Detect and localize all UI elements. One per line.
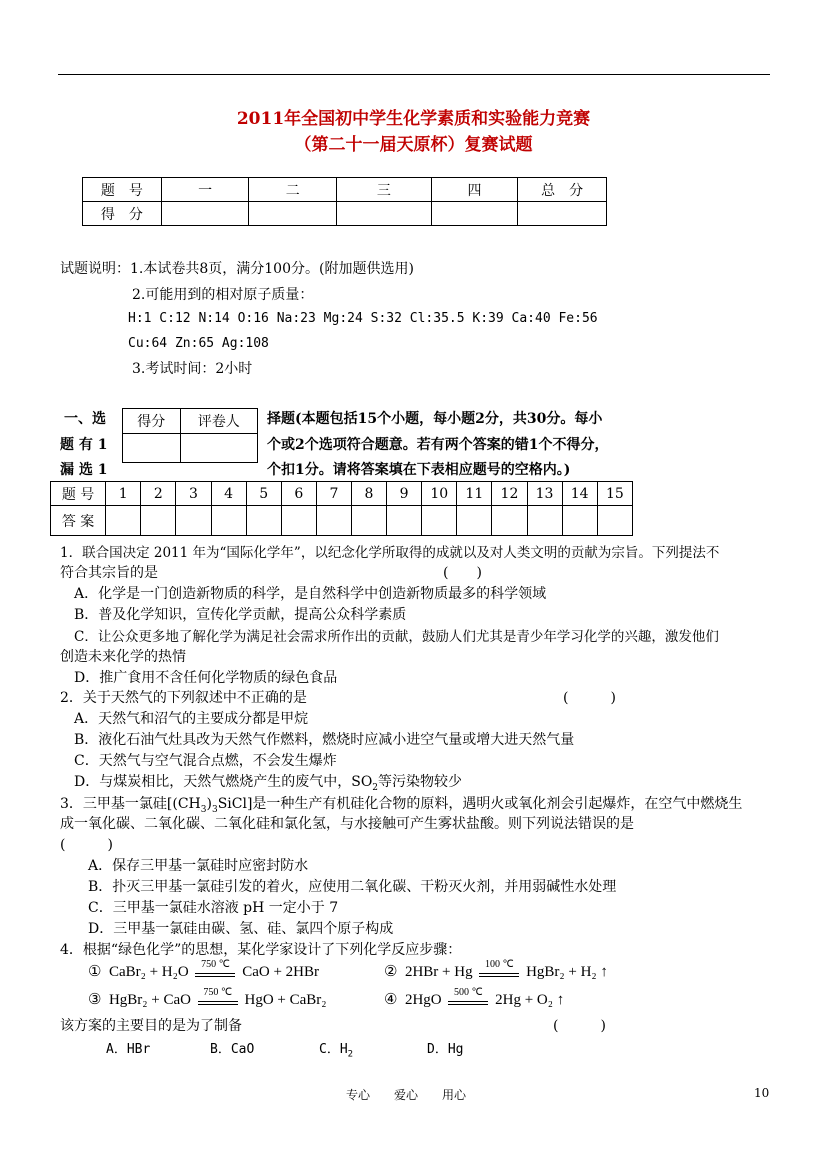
q1-option-c-line1: C．让公众更多地了解化学为满足社会需求所作出的贡献，鼓励人们尤其是青少年学习化学的兴趣，激发他们 <box>74 629 719 645</box>
answer-number: 5 <box>246 482 281 506</box>
section1-left3: 漏 选 1 <box>60 462 108 478</box>
q4-equation-3 <box>88 986 327 1009</box>
answer-number: 4 <box>211 482 246 506</box>
footer-motto: 专心 爱心 用心 <box>346 1088 467 1102</box>
q2-stem: 2．关于天然气的下列叙述中不正确的是 <box>60 690 307 706</box>
q2-option-d-sub: 2 <box>372 782 379 793</box>
q4-purpose-line: 该方案的主要目的是为了制备 <box>60 1018 242 1034</box>
q2-option-b: B．液化石油气灶具改为天然气作燃料，燃烧时应减小进空气量或增大进天然气量 <box>74 732 575 748</box>
q1-answer-paren: ( ) <box>443 565 482 581</box>
atomic-masses-line2: Cu:64 Zn:65 Ag:108 <box>128 336 269 351</box>
instructions-line1: 试题说明：1.本试卷共8页，满分100分。(附加题供选用) <box>60 261 414 277</box>
section1-right1: 择题(本题包括15个小题，每小题2分，共30分。每小 <box>267 411 603 427</box>
q4-eq2-condition: 100 ℃ <box>484 958 514 970</box>
q4-answer-paren: ( ) <box>553 1018 606 1034</box>
answer-number: 13 <box>527 482 562 506</box>
q4-eq3-arrow <box>198 986 238 1007</box>
answer-cell[interactable] <box>106 506 141 536</box>
answer-cell[interactable] <box>281 506 316 536</box>
grader-box <box>122 408 258 463</box>
answer-row-label: 答 案 <box>51 506 106 536</box>
page-subtitle: （第二十一届天原杯）复赛试题 <box>294 135 533 155</box>
answer-table <box>50 481 633 536</box>
score-table <box>82 177 607 226</box>
score-header-cell: 题 号 <box>83 178 162 202</box>
q2-option-a: A．天然气和沼气的主要成分都是甲烷 <box>74 711 309 727</box>
q3-option-c: C．三甲基一氯硅水溶液 pH 一定小于 7 <box>88 900 339 916</box>
q4-option-c-sub: 2 <box>347 1049 354 1060</box>
q3-stem-line2: 成一氧化碳、二氧化碳、二氧化硅和氯化氢，与水接触可产生雾状盐酸。则下列说法错误的是 <box>60 816 634 832</box>
header-rule <box>58 74 770 75</box>
instructions-line2: 2.可能用到的相对原子质量： <box>132 287 314 303</box>
q3-stem-post: SiCl]是一种生产有机硅化合物的原料，遇明火或氧化剂会引起爆炸，在空气中燃烧生 <box>217 796 743 812</box>
q4-stem: 4．根据“绿色化学”的思想，某化学家设计了下列化学反应步骤： <box>60 942 462 958</box>
grader-score-cell[interactable] <box>123 434 181 463</box>
answer-number: 12 <box>492 482 527 506</box>
q1-option-b: B．普及化学知识，宣传化学贡献，提高公众科学素质 <box>74 607 407 623</box>
answer-cell[interactable] <box>457 506 492 536</box>
answer-cell[interactable] <box>246 506 281 536</box>
answer-number: 6 <box>281 482 316 506</box>
answer-number: 2 <box>141 482 176 506</box>
q4-eq2-num: ② <box>384 964 398 980</box>
answer-number: 10 <box>422 482 457 506</box>
atomic-masses-line1: H:1 C:12 N:14 O:16 Na:23 Mg:24 S:32 Cl:35.5 K:39 Ca:40 Fe:56 <box>128 311 598 326</box>
score-cell[interactable] <box>161 202 249 226</box>
q4-eq4-left: 2HgO <box>404 992 442 1008</box>
grader-name-cell[interactable] <box>180 434 257 463</box>
q4-eq1-left: CaBr₂ + H₂O <box>108 964 189 980</box>
instructions-line3: 3.考试时间：2小时 <box>132 361 253 377</box>
section1-right3: 个扣1分。请将答案填在下表相应题号的空格内。) <box>267 462 571 478</box>
q4-eq2-arrow <box>479 958 519 979</box>
q1-stem-line1: 1．联合国决定 2011 年为“国际化学年”，以纪念化学所取得的成就以及对人类文明的贡献为宗旨。下列提法不 <box>60 545 720 561</box>
q4-eq4-arrow <box>448 986 488 1007</box>
q2-answer-paren: ( ) <box>563 690 616 706</box>
section1-left2: 题 有 1 <box>60 437 108 453</box>
answer-cell[interactable] <box>141 506 176 536</box>
answer-number: 8 <box>351 482 386 506</box>
page-number: 10 <box>754 1086 770 1100</box>
score-cell[interactable] <box>518 202 607 226</box>
q4-option-c-pre: C．H <box>319 1042 348 1057</box>
score-header-cell: 四 <box>431 178 518 202</box>
q4-option-a: A．HBr <box>106 1042 151 1057</box>
q1-stem-line2: 符合其宗旨的是 <box>60 565 158 581</box>
q4-eq2-right: HgBr₂ + H₂ ↑ <box>526 964 608 980</box>
q2-option-d-post: 等污染物较少 <box>378 774 463 790</box>
q4-eq3-left: HgBr₂ + CaO <box>108 992 191 1008</box>
q4-eq1-num: ① <box>88 964 102 980</box>
answer-row-label: 题 号 <box>51 482 106 506</box>
q3-option-d: D．三甲基一氯硅由碳、氢、硅、氯四个原子构成 <box>88 921 394 937</box>
q3-answer-paren: ( ) <box>60 837 113 853</box>
q1-option-a: A．化学是一门创造新物质的科学，是自然科学中创造新物质最多的科学领域 <box>74 586 547 602</box>
q4-eq3-num: ③ <box>88 992 102 1008</box>
q2-option-d-pre: D．与煤炭相比，天然气燃烧产生的废气中，SO <box>74 774 373 790</box>
score-cell[interactable] <box>337 202 432 226</box>
q4-equation-2 <box>384 958 608 981</box>
score-header-cell: 三 <box>337 178 432 202</box>
q4-option-c <box>319 1038 353 1060</box>
q4-option-b: B．CaO <box>210 1042 255 1057</box>
score-header-cell: 二 <box>249 178 337 202</box>
answer-cell[interactable] <box>387 506 422 536</box>
answer-cell[interactable] <box>316 506 351 536</box>
q1-option-c-line2: 创造未来化学的热情 <box>60 649 186 665</box>
q2-option-d <box>74 771 462 793</box>
section1-left1: 一、选 <box>64 411 106 427</box>
q4-equation-4 <box>384 986 565 1009</box>
q4-eq1-condition: 750 ℃ <box>201 958 230 970</box>
page-title: 2011年全国初中学生化学素质和实验能力竞赛 <box>236 109 591 129</box>
answer-number: 15 <box>597 482 632 506</box>
q4-eq2-left: 2HBr + Hg <box>404 964 473 980</box>
q4-eq4-right: 2Hg + O₂ ↑ <box>495 992 565 1008</box>
q3-stem-line1 <box>60 793 742 815</box>
answer-number: 11 <box>457 482 492 506</box>
score-cell[interactable] <box>249 202 337 226</box>
q3-option-b: B．扑灭三甲基一氯硅引发的着火，应使用二氧化碳、干粉灭火剂，并用弱碱性水处理 <box>88 879 617 895</box>
q3-stem-pre: 3．三甲基一氯硅[(CH <box>60 796 201 812</box>
answer-number: 7 <box>316 482 351 506</box>
answer-cell[interactable] <box>597 506 632 536</box>
q4-eq1-arrow <box>195 958 235 979</box>
q4-eq1-right: CaO + 2HBr <box>242 964 319 980</box>
grader-name-label: 评卷人 <box>180 409 257 434</box>
q4-option-d: D．Hg <box>427 1042 464 1057</box>
answer-number: 9 <box>387 482 422 506</box>
q4-eq4-num: ④ <box>384 992 398 1008</box>
grader-score-label: 得分 <box>123 409 181 434</box>
score-header-cell: 一 <box>161 178 249 202</box>
q4-equation-1 <box>88 958 319 981</box>
answer-cell[interactable] <box>351 506 386 536</box>
answer-cell[interactable] <box>176 506 211 536</box>
q3-stem-sub1: 3 <box>200 804 207 815</box>
q2-option-c: C．天然气与空气混合点燃，不会发生爆炸 <box>74 753 337 769</box>
answer-cell[interactable] <box>527 506 562 536</box>
q4-eq3-condition: 750 ℃ <box>203 986 233 998</box>
answer-cell[interactable] <box>422 506 457 536</box>
answer-number: 14 <box>562 482 597 506</box>
q3-stem-sub2: 3 <box>211 804 218 815</box>
q4-eq3-right: HgO + CaBr₂ <box>244 992 327 1008</box>
q3-option-a: A．保存三甲基一氯硅时应密封防水 <box>88 858 309 874</box>
answer-number: 1 <box>106 482 141 506</box>
q3-stem-mid: ) <box>206 796 212 812</box>
answer-number: 3 <box>176 482 211 506</box>
score-cell[interactable] <box>431 202 518 226</box>
score-header-cell: 总 分 <box>518 178 607 202</box>
q1-option-d: D．推广食用不含任何化学物质的绿色食品 <box>74 670 338 686</box>
section1-right2: 个或2个选项符合题意。若有两个答案的错1个不得分， <box>267 437 609 453</box>
score-row-label: 得 分 <box>83 202 162 226</box>
answer-cell[interactable] <box>492 506 527 536</box>
q4-eq4-condition: 500 ℃ <box>454 986 483 998</box>
answer-cell[interactable] <box>211 506 246 536</box>
answer-cell[interactable] <box>562 506 597 536</box>
